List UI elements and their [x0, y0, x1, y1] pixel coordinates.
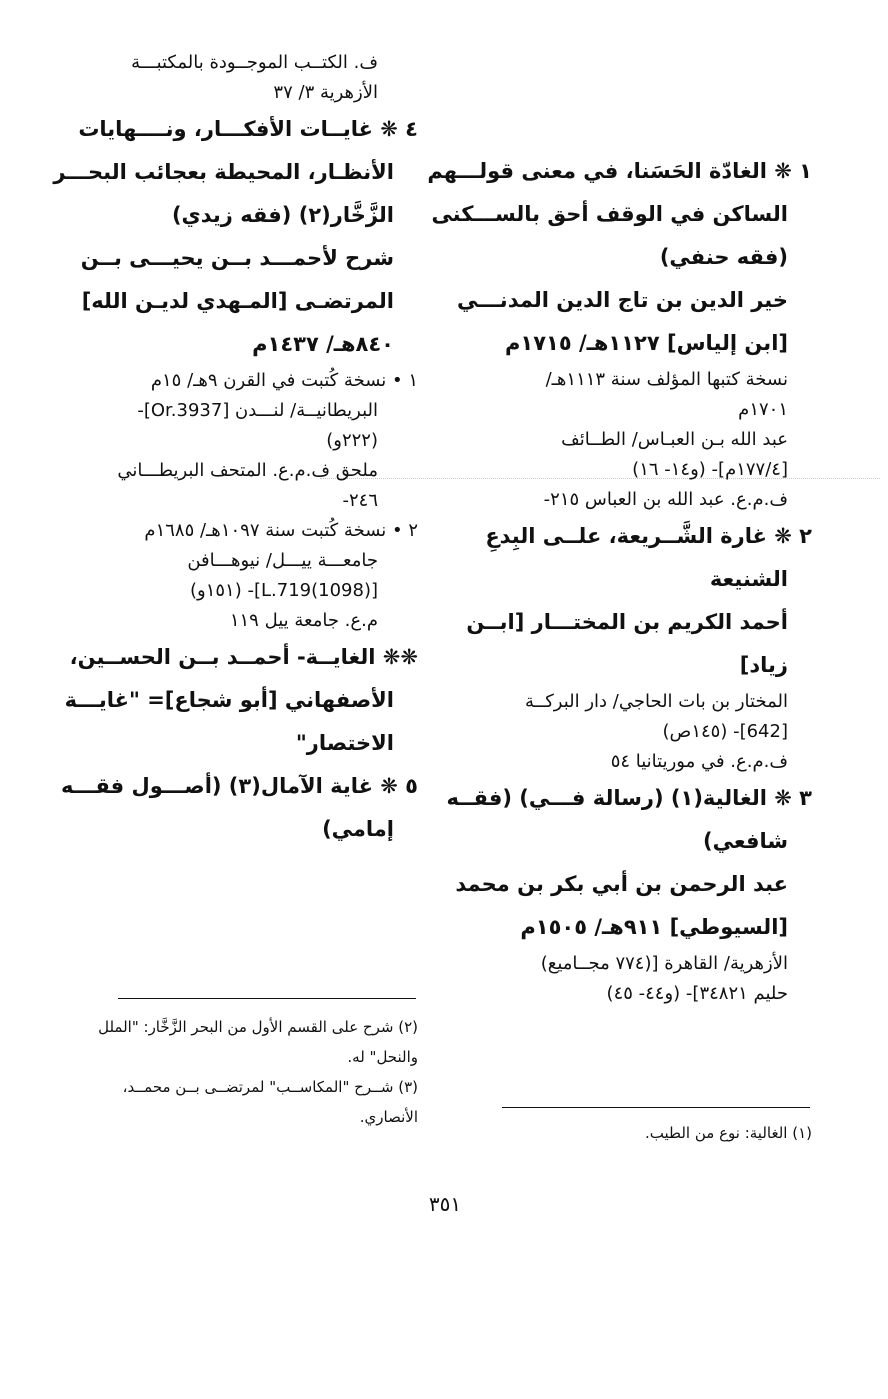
text-line: ٢٤٦-	[342, 490, 378, 511]
text-line: المرتضـى [المـهدي لديـن الله]	[81, 289, 394, 313]
text-line: [١٧٧/٤م]- (و١٤- ١٦)	[632, 459, 788, 480]
text-line: الاختصار"	[295, 731, 394, 755]
text-line: ٢ • نسخة كُتبت سنة ١٠٩٧هـ/ ١٦٨٥م	[144, 520, 418, 541]
text-line: نسخة كتبها المؤلف سنة ١١١٣هـ/	[545, 369, 788, 390]
text-line: ف. الكتــب الموجــودة بالمكتبـــة	[131, 52, 378, 73]
footnote-line: (٢) شرح على القسم الأول من البحر الزَّخَّار: "الملل	[98, 1018, 418, 1036]
text-line: البريطانيــة/ لنـــدن [Or.3937]-	[137, 400, 378, 421]
text-line: ٤ ❋ غايــات الأفكـــار، ونــــهايات	[78, 117, 418, 141]
text-line: ١ ❋ الغادّة الحَسَنا، في معنى قولـــهم	[427, 159, 812, 183]
right-column	[427, 150, 812, 1009]
text-line: المختار بن بات الحاجي/ دار البركــة	[525, 691, 788, 712]
text-line: [642]- (١٤٥ص)	[662, 721, 788, 742]
text-line: حليم ٣٤٨٢١]- (و٤٤- ٤٥)	[606, 983, 788, 1004]
page-number: ٣٥١	[428, 1192, 462, 1216]
text-line: م.ع. جامعة ييل ١١٩	[229, 610, 378, 631]
text-line: ف.م.ع. عبد الله بن العباس ٢١٥-	[543, 489, 788, 510]
text-line: ١ • نسخة كُتبت في القرن ٩هـ/ ١٥م	[150, 370, 418, 391]
footnotes-right	[520, 1118, 812, 1148]
text-line: الساكن في الوقف أحق بالســـكنى	[431, 202, 788, 226]
text-line: خير الدين بن تاج الدين المدنـــي	[457, 288, 788, 312]
text-line: ٢ ❋ غارة الشَّــريعة، علــى البِدعِ	[485, 524, 812, 548]
footnote-line: (١) الغالية: نوع من الطيب.	[645, 1124, 812, 1142]
footnote-separator-right	[502, 1107, 810, 1108]
footnote-line: (٣) شــرح "المكاســب" لمرتضــى بــن محمــد،	[122, 1078, 418, 1096]
text-line: الأنظـار، المحيطة بعجائب البحـــر	[53, 160, 394, 184]
text-line: إمامي)	[322, 817, 394, 841]
text-line: ملحق ف.م.ع. المتحف البريطـــاني	[117, 460, 378, 481]
left-column	[53, 48, 418, 851]
text-line: جامعـــة ييـــل/ نيوهـــافن	[187, 550, 378, 571]
text-line: ٥ ❋ غاية الآمال(٣) (أصـــول فقـــه	[61, 774, 418, 798]
footnote-line: والنحل" له.	[347, 1048, 418, 1066]
text-line: عبد الرحمن بن أبي بكر بن محمد	[455, 872, 788, 896]
text-line: الأصفهاني [أبو شجاع]= "غايـــة	[64, 688, 394, 712]
text-line: الأزهرية/ القاهرة [(٧٧٤ مجــاميع)	[540, 953, 788, 974]
text-line: ٣ ❋ الغالية(١) (رسالة فـــي) (فقــه	[446, 786, 812, 810]
text-line: أحمد الكريم بن المختـــار [ابــن	[466, 610, 788, 634]
text-line: الشنيعة	[709, 567, 788, 591]
footnote-line: الأنصاري.	[359, 1108, 418, 1126]
footnote-separator-left	[118, 998, 416, 999]
text-line: [ابن إلياس] ١١٢٧هـ/ ١٧١٥م	[504, 331, 788, 355]
text-line: زياد]	[739, 653, 788, 677]
text-line: (فقه حنفي)	[659, 245, 788, 269]
text-line: الزَّخَّار(٢) (فقه زيدي)	[171, 203, 394, 227]
text-line: الأزهرية ٣/ ٣٧	[273, 82, 378, 103]
text-line: ❋❋ الغايــة- أحمــد بــن الحســين،	[69, 645, 418, 669]
text-line: ١٧٠١م	[738, 399, 788, 420]
text-line: [(1098)L.719]- (١٥١و)	[190, 580, 378, 601]
text-line: ف.م.ع. في موريتانيا ٥٤	[610, 751, 788, 772]
text-line: شرح لأحمـــد بــن يحيـــى بــن	[80, 246, 394, 270]
text-line: ٨٤٠هـ/ ١٤٣٧م	[252, 332, 394, 356]
footnotes-left	[72, 1012, 418, 1132]
text-line: (٢٢٢و)	[326, 430, 378, 451]
text-line: شافعي)	[703, 829, 788, 853]
text-line: عبد الله بـن العبـاس/ الطــائف	[561, 429, 788, 450]
text-line: [السيوطي] ٩١١هـ/ ١٥٠٥م	[520, 915, 788, 939]
